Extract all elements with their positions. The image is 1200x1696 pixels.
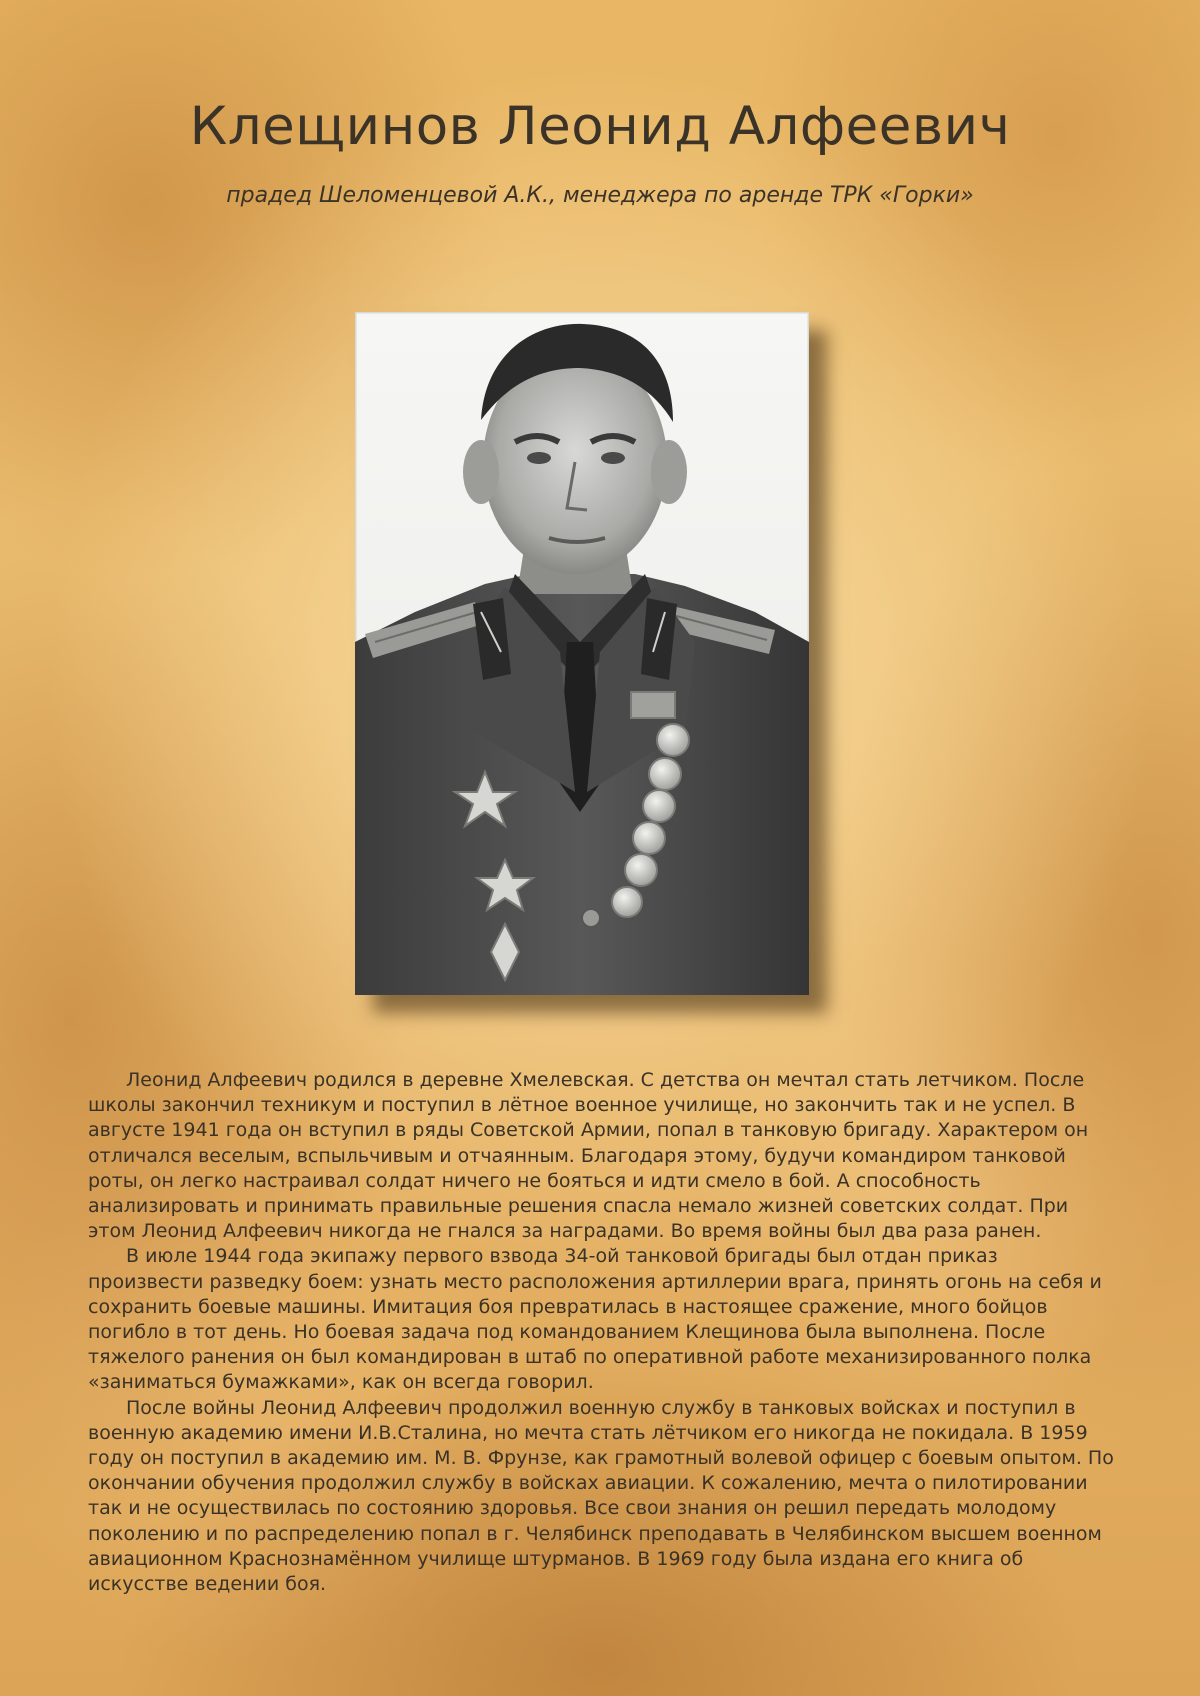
- biography-text: [88, 1068, 1118, 1597]
- biography-paragraph: Леонид Алфеевич родился в деревне Хмелевская. С детства он мечтал стать летчиком. После школы закончил техникум и поступил в лётное военное училище, но закончить так и не успел. В августе 1941 года он вступил в ряды Советской Армии, попал в танковую бригаду. Характером он отличался веселым, вспыльчивым и отчаянным. Благодаря этому, будучи командиром танковой роты, он легко настраивал солдат ничего не бояться и идти смело в бой. А способность анализировать и принимать правильные решения спасла немало жизней советских солдат. При этом Леонид Алфеевич никогда не гнался за наградами. Во время войны был два раза ранен.: [88, 1069, 1089, 1243]
- page-title: Клещинов Леонид Алфеевич: [189, 96, 1011, 157]
- biography-paragraph: В июле 1944 года экипажу первого взвода 34-ой танковой бригады был отдан приказ произвести разведку боем: узнать место расположения артиллерии врага, принять огонь на себя и сохранить боевые машины. Имитация боя превратилась в настоящее сражение, много бойцов погибло в тот день. Но боевая задача под командованием Клещинова была выполнена. После тяжелого ранения он был командирован в штаб по оперативной работе механизированного полка «заниматься бумажками», как он всегда говорил.: [88, 1245, 1102, 1394]
- portrait-photo: [355, 312, 809, 995]
- page-subtitle: прадед Шеломенцевой А.К., менеджера по аренде ТРК «Горки»: [226, 183, 974, 208]
- biography-paragraph: После войны Леонид Алфеевич продолжил военную службу в танковых войсках и поступил в военную академию имени И.В.Сталина, но мечта стать лётчиком его никогда не покидала. В 1959 году он поступил в академию им. М. В. Фрунзе, как грамотный волевой офицер с боевым опытом. По окончании обучения продолжил службу в войсках авиации. К сожалению, мечта о пилотировании так и не осуществилась по состоянию здоровья. Все свои знания он решил передать молодому поколению и по распределению попал в г. Челябинск преподавать в Челябинском высшем военном авиационном Краснознамённом училище штурманов. В 1969 году была издана его книга об искусстве ведении боя.: [88, 1396, 1114, 1596]
- portrait-illustration: [355, 312, 809, 995]
